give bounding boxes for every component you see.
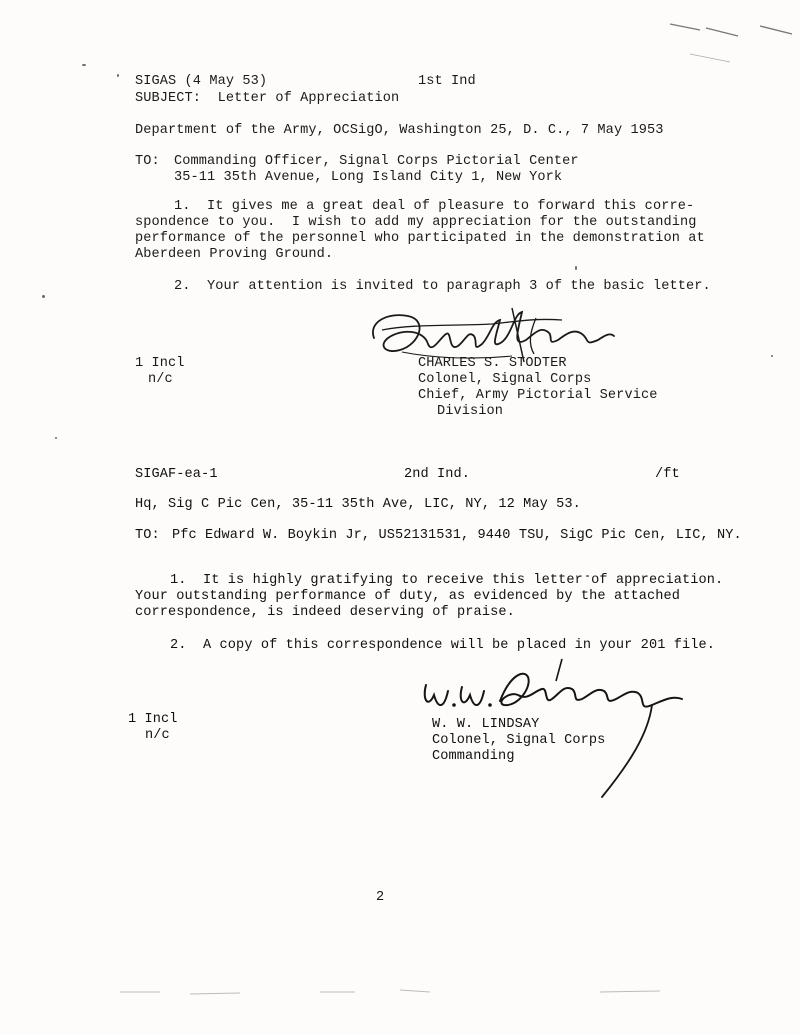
scan-speck	[82, 64, 86, 66]
paragraph-line: correspondence, is indeed deserving of praise.	[135, 605, 515, 620]
scan-speck	[575, 266, 577, 270]
page-number: 2	[376, 890, 385, 905]
file-reference: SIGAS (4 May 53)	[135, 74, 268, 89]
typist-initials: /ft	[655, 467, 680, 482]
paragraph-line: Aberdeen Proving Ground.	[135, 247, 334, 262]
from-line: Hq, Sig C Pic Cen, 35-11 35th Ave, LIC, NY, 12 May 53.	[135, 497, 581, 512]
paragraph-line: performance of the personnel who participated in the demonstration at	[135, 231, 705, 246]
signer-title: Commanding	[432, 749, 515, 764]
to-address-line: Commanding Officer, Signal Corps Pictorial Center	[174, 154, 579, 169]
scan-mark-bottom	[120, 980, 680, 1000]
scan-speck	[42, 295, 45, 298]
paragraph-line: 2. Your attention is invited to paragraph 3 of the basic letter.	[174, 279, 711, 294]
scan-speck	[117, 74, 119, 77]
paragraph-line: spondence to you. I wish to add my appreciation for the outstanding	[135, 215, 697, 230]
signer-name: W. W. LINDSAY	[432, 717, 540, 732]
indorsement-label: 1st Ind	[418, 74, 476, 89]
no-copy-note: n/c	[145, 728, 170, 743]
signer-title: Colonel, Signal Corps	[432, 733, 606, 748]
file-reference: SIGAF-ea-1	[135, 467, 218, 482]
signer-title: Division	[437, 404, 504, 419]
scan-speck	[771, 355, 773, 357]
to-label: TO:	[135, 528, 160, 543]
to-address-line: 35-11 35th Avenue, Long Island City 1, New York	[174, 170, 563, 185]
indorsement-label: 2nd Ind.	[404, 467, 471, 482]
signer-title: Chief, Army Pictorial Service	[418, 388, 658, 403]
signer-title: Colonel, Signal Corps	[418, 372, 592, 387]
signer-name: CHARLES S. STODTER	[418, 356, 567, 371]
scan-mark-top-right	[660, 10, 795, 70]
to-label: TO:	[135, 154, 160, 169]
paragraph-line: 1. It is highly gratifying to receive this letter of appreciation.	[170, 573, 724, 588]
enclosure-count: 1 Incl	[135, 356, 185, 371]
subject-line: SUBJECT: Letter of Appreciation	[135, 91, 400, 106]
paragraph-line: 2. A copy of this correspondence will be placed in your 201 file.	[170, 638, 715, 653]
paragraph-line: 1. It gives me a great deal of pleasure to forward this corre-	[174, 199, 695, 214]
from-line: Department of the Army, OCSigO, Washington 25, D. C., 7 May 1953	[135, 123, 664, 138]
scan-speck	[55, 437, 57, 439]
paragraph-line: Your outstanding performance of duty, as evidenced by the attached	[135, 589, 680, 604]
no-copy-note: n/c	[148, 372, 173, 387]
enclosure-count: 1 Incl	[128, 712, 178, 727]
to-address-line: Pfc Edward W. Boykin Jr, US52131531, 9440 TSU, SigC Pic Cen, LIC, NY.	[172, 528, 742, 543]
